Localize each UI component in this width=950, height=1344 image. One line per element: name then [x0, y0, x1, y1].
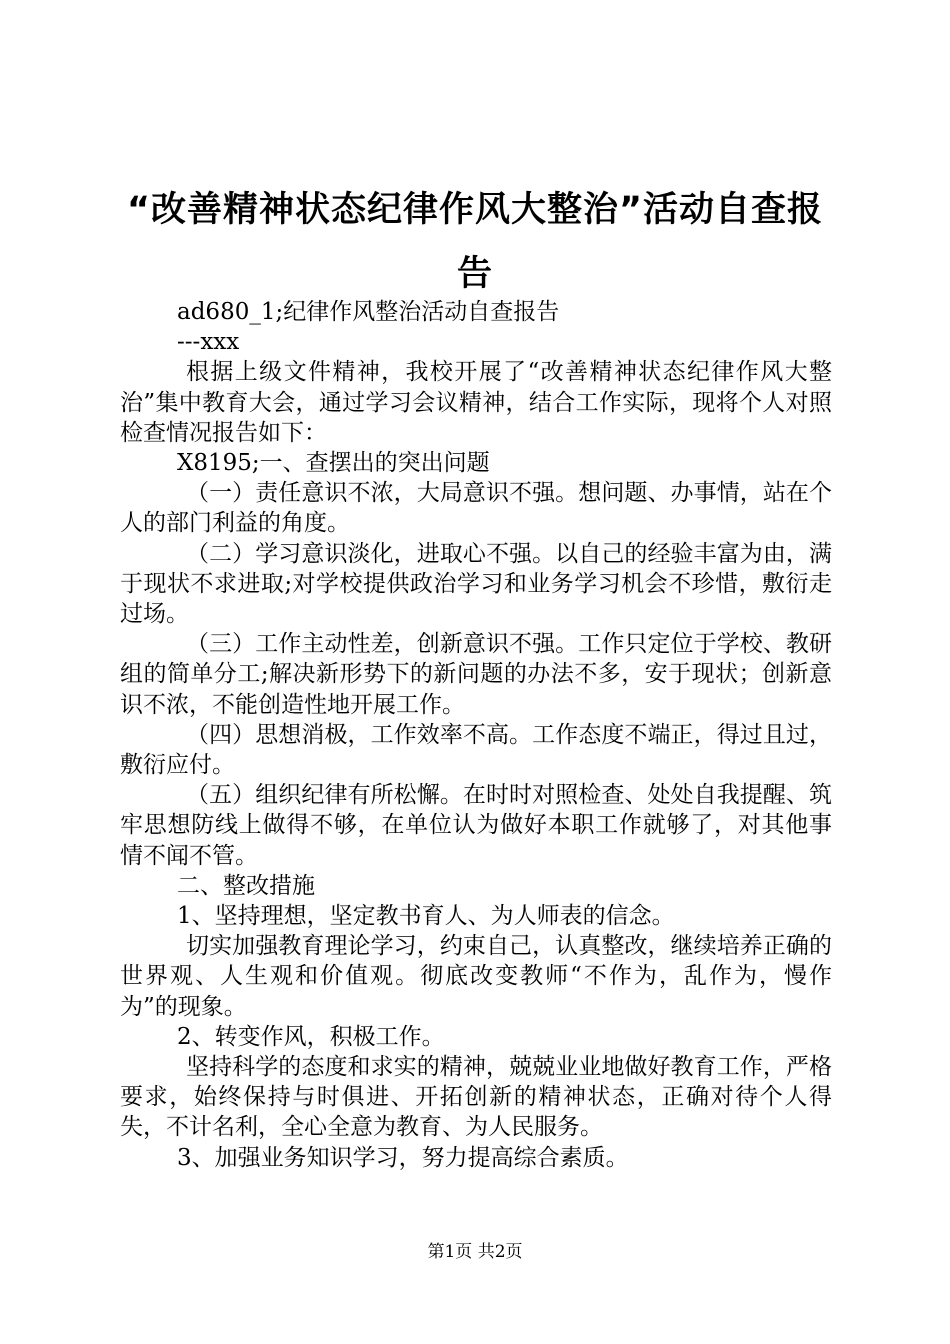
- list-item-heading: 2、转变作风，积极工作。: [177, 1023, 445, 1050]
- list-item-heading: 1、坚持理想，坚定教书育人、为人师表的信念。: [177, 903, 675, 930]
- section-heading: 二、整改措施: [177, 872, 315, 899]
- document-title: “改善精神状态纪律作风大整治”活动自查报告: [126, 190, 823, 294]
- paragraph: 根据上级文件精神，我校开展了“改善精神状态纪律作风大整治”集中教育大会，通过学习会议精神，结合工作实际，现将个人对照检查情况报告如下：: [120, 359, 832, 446]
- page-footer: 第1页 共2页: [427, 1242, 523, 1262]
- paragraph: （三）工作主动性差，创新意识不强。工作只定位于学校、教研组的简单分工;解决新形势下的新问题的办法不多，安于现状；创新意识不浓，不能创造性地开展工作。: [120, 631, 832, 718]
- paragraph: ad680_1;纪律作风整治活动自查报告: [177, 299, 560, 325]
- paragraph: 切实加强教育理论学习，约束自己，认真整改，继续培养正确的世界观、人生观和价值观。彻底改变教师“不作为，乱作为，慢作为”的现象。: [120, 933, 832, 1020]
- list-item-heading: 3、加强业务知识学习，努力提高综合素质。: [177, 1144, 629, 1171]
- paragraph: ---xxx: [177, 329, 240, 356]
- paragraph: （二）学习意识淡化，进取心不强。以自己的经验丰富为由，满于现状不求进取;对学校提供政治学习和业务学习机会不珍惜，敷衍走过场。: [120, 540, 832, 628]
- paragraph: （五）组织纪律有所松懈。在时时对照检查、处处自我提醒、筑牢思想防线上做得不够，在单位认为做好本职工作就够了，对其他事情不闻不管。: [120, 782, 832, 869]
- paragraph: （一）责任意识不浓，大局意识不强。想问题、办事情，站在个人的部门利益的角度。: [120, 480, 832, 537]
- paragraph: （四）思想消极，工作效率不高。工作态度不端正，得过且过，敷衍应付。: [120, 721, 832, 779]
- section-heading: X8195;一、查摆出的突出问题: [177, 450, 490, 477]
- paragraph: 坚持科学的态度和求实的精神，兢兢业业地做好教育工作，严格要求，始终保持与时俱进、开拓创新的精神状态，正确对待个人得失，不计名利，全心全意为教育、为人民服务。: [120, 1054, 832, 1141]
- document-body: [120, 297, 832, 1173]
